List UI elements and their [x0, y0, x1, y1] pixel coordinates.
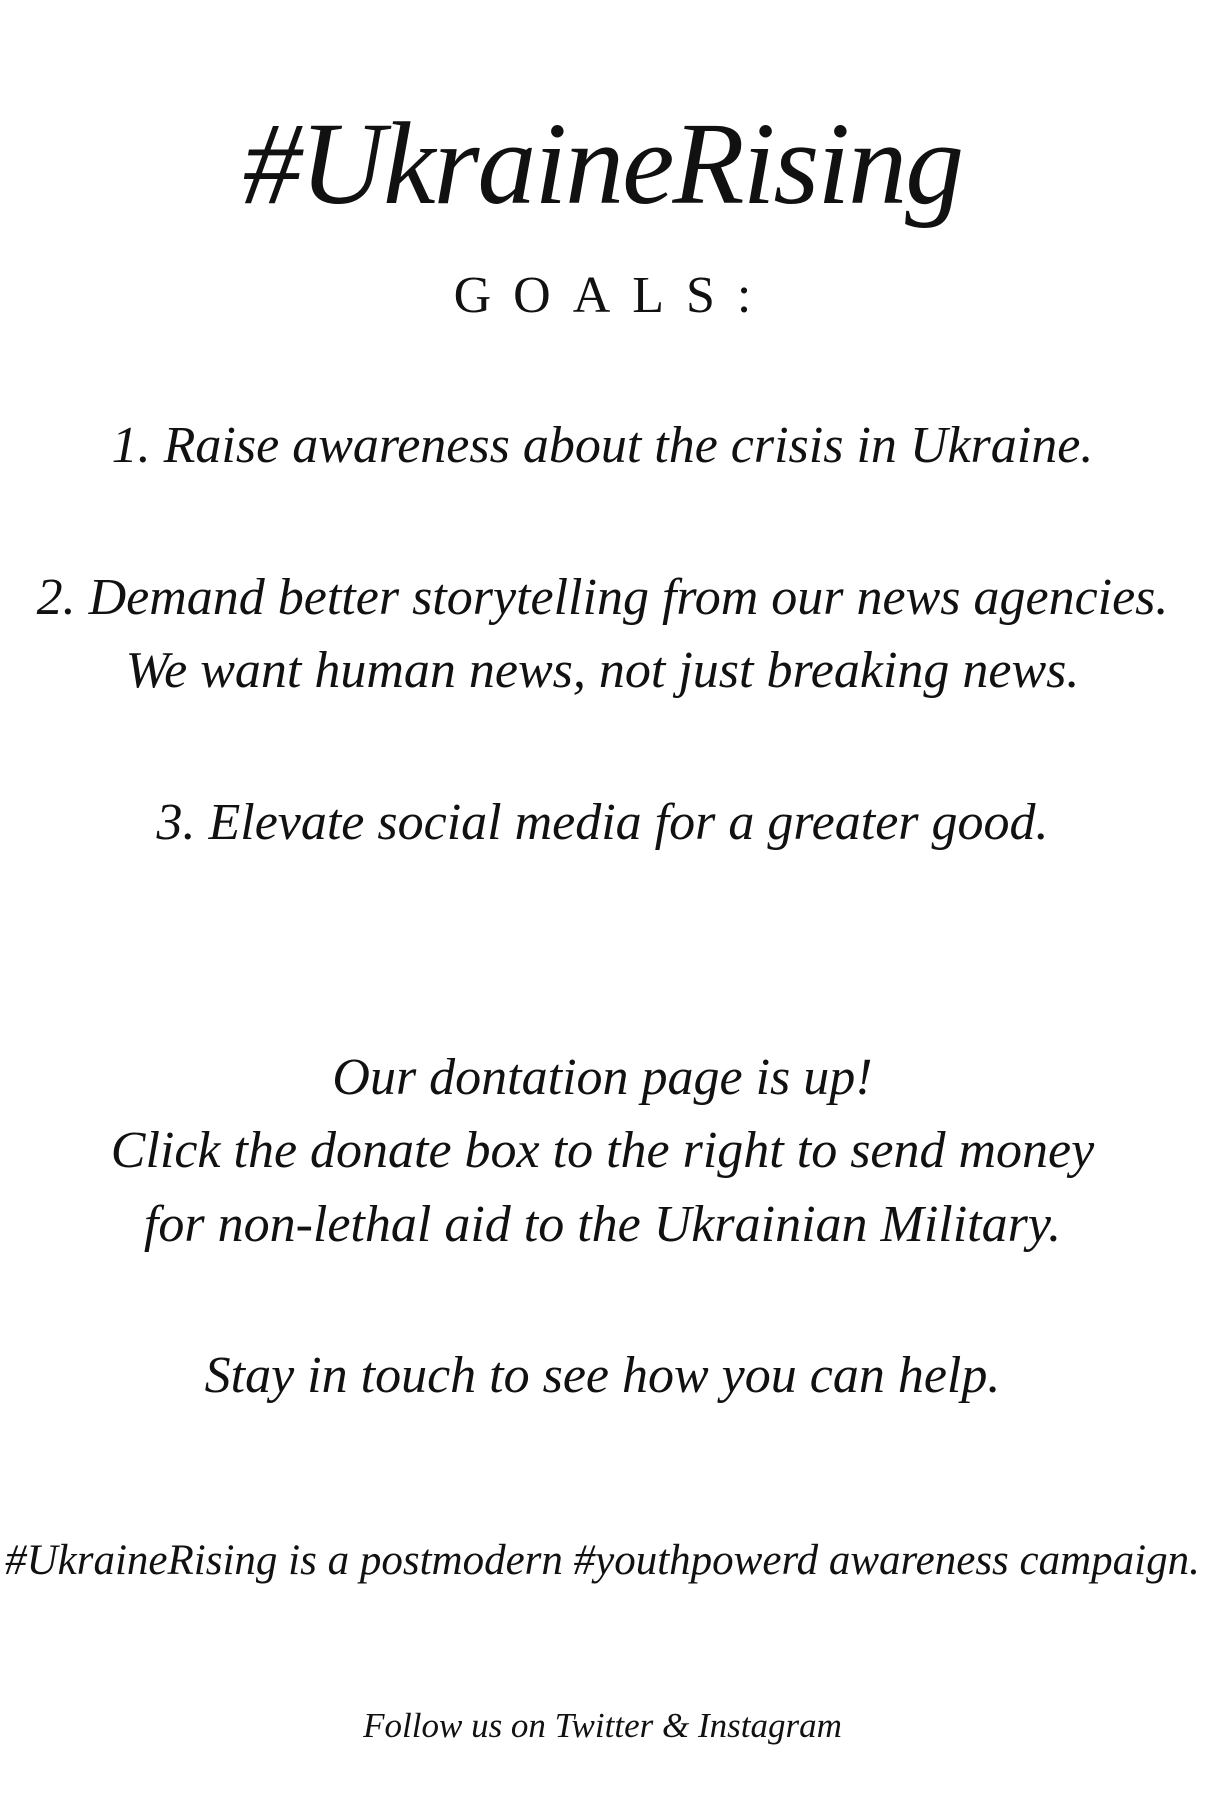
campaign-statement: #UkraineRising is a postmodern #youthpowerd awareness campaign. — [5, 1537, 1200, 1584]
goal-2-line-1: 2. Demand better storytelling from our news agencies. — [36, 569, 1169, 626]
page-title: #UkraineRising — [242, 98, 963, 229]
goal-2-line-2: We want human news, not just breaking news. — [125, 642, 1080, 699]
stay-in-touch-text: Stay in touch to see how you can help. — [204, 1347, 1001, 1404]
goals-heading: GOALS: — [453, 267, 774, 324]
goal-1: 1. Raise awareness about the crisis in Ukraine. — [111, 417, 1094, 474]
donation-line-2: Click the donate box to the right to send money — [110, 1122, 1095, 1179]
goal-3: 3. Elevate social media for a greater good. — [156, 794, 1049, 851]
donation-line-1: Our dontation page is up! — [332, 1049, 873, 1106]
donation-line-3: for non-lethal aid to the Ukrainian Military. — [143, 1196, 1062, 1253]
follow-text: Follow us on Twitter & Instagram — [363, 1706, 842, 1745]
